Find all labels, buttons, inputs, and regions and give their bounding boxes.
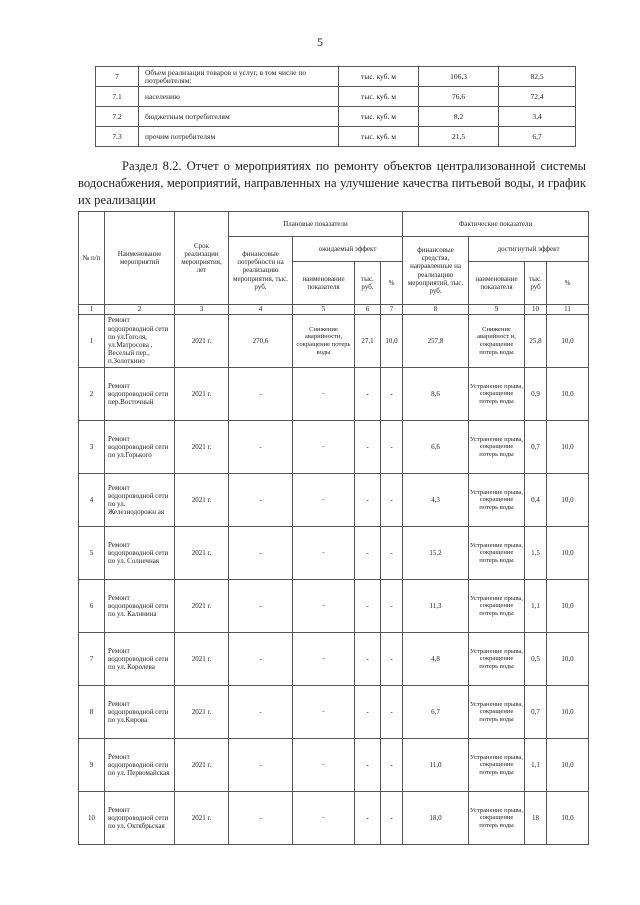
consumption-table bbox=[95, 66, 576, 147]
header-actual-rub: тыс. руб bbox=[525, 262, 547, 305]
row-term: 2021 г. bbox=[175, 686, 229, 739]
row-planned-fin: - bbox=[229, 421, 293, 474]
row-num: 4 bbox=[79, 474, 105, 527]
row-actual-fin: 11,3 bbox=[403, 580, 469, 633]
row-name: бюджетным потребителям bbox=[139, 107, 339, 127]
row-num: 8 bbox=[79, 686, 105, 739]
header-term: Срок реализации мероприятия, лет bbox=[175, 212, 229, 305]
row-actual-rub: 0,7 bbox=[525, 686, 547, 739]
row-actual-indicator: Устранение прыва, сокращение потерь воды bbox=[469, 527, 525, 580]
table-row bbox=[79, 739, 589, 792]
row-actual-indicator: Устранение прыва, сокращение потерь воды bbox=[469, 633, 525, 686]
row-name: Ремонт водопроводной сети по ул.Кирова bbox=[105, 686, 175, 739]
row-planned-percent: - bbox=[381, 474, 403, 527]
row-name: Ремонт водопроводной сети по ул. Первомайская bbox=[105, 739, 175, 792]
row-planned-rub: - bbox=[355, 686, 381, 739]
section-title: Раздел 8.2. Отчет о мероприятиях по ремонту объектов централизованной системы водоснабжения, мероприятий, направленных на улучшение качества питьевой воды, и график их реализации bbox=[78, 159, 586, 207]
table-row bbox=[96, 127, 576, 147]
row-actual-rub: 0,5 bbox=[525, 633, 547, 686]
header-num: № п/п bbox=[79, 212, 105, 305]
column-number: 1 bbox=[79, 305, 105, 315]
row-planned-indicator: - bbox=[293, 474, 355, 527]
row-num: 7 bbox=[96, 67, 139, 87]
row-num: 7.2 bbox=[96, 107, 139, 127]
row-planned-indicator: Снижение аварийности, сокращение потерь воды bbox=[293, 315, 355, 368]
header-actual-percent: % bbox=[547, 262, 589, 305]
column-number: 11 bbox=[547, 305, 589, 315]
row-planned-fin: - bbox=[229, 527, 293, 580]
row-actual-rub: 18 bbox=[525, 792, 547, 845]
column-number: 5 bbox=[293, 305, 355, 315]
row-planned-indicator: - bbox=[293, 527, 355, 580]
row-actual-rub: 0,9 bbox=[525, 368, 547, 421]
table-row bbox=[96, 67, 576, 87]
table-row bbox=[96, 107, 576, 127]
row-actual-fin: 6,7 bbox=[403, 686, 469, 739]
row-actual-rub: 25,8 bbox=[525, 315, 547, 368]
row-planned-rub: - bbox=[355, 633, 381, 686]
row-name: Ремонт водопроводной сети по ул.Горького bbox=[105, 421, 175, 474]
row-planned-fin: - bbox=[229, 368, 293, 421]
row-num: 7.3 bbox=[96, 127, 139, 147]
row-actual-percent: 10,0 bbox=[547, 792, 589, 845]
row-planned-rub: - bbox=[355, 527, 381, 580]
row-num: 7 bbox=[79, 633, 105, 686]
row-term: 2021 г. bbox=[175, 474, 229, 527]
row-actual-indicator: Устранение прыва, сокращение потерь воды bbox=[469, 421, 525, 474]
row-planned-fin: - bbox=[229, 633, 293, 686]
row-planned-percent: - bbox=[381, 739, 403, 792]
repair-measures-table bbox=[78, 211, 589, 845]
table-row bbox=[79, 792, 589, 845]
row-planned-rub: - bbox=[355, 368, 381, 421]
row-planned-rub: 27,1 bbox=[355, 315, 381, 368]
row-value-2: 3,4 bbox=[499, 107, 576, 127]
row-actual-percent: 10,0 bbox=[547, 686, 589, 739]
row-actual-rub: 1,5 bbox=[525, 527, 547, 580]
row-name: Ремонт водопроводной сети по ул. Калинина bbox=[105, 580, 175, 633]
row-actual-indicator: Устранение прыва, сокращение потерь воды bbox=[469, 686, 525, 739]
row-planned-indicator: - bbox=[293, 580, 355, 633]
table-row bbox=[79, 368, 589, 421]
row-planned-indicator: - bbox=[293, 633, 355, 686]
row-value-2: 6,7 bbox=[499, 127, 576, 147]
table-row bbox=[96, 87, 576, 107]
row-actual-indicator: Устранение прыва, сокращение потерь воды bbox=[469, 474, 525, 527]
table-row bbox=[79, 474, 589, 527]
row-term: 2021 г. bbox=[175, 792, 229, 845]
row-term: 2021 г. bbox=[175, 580, 229, 633]
row-actual-fin: 8,6 bbox=[403, 368, 469, 421]
row-name: Объем реализации товаров и услуг, в том числе по потребителям: bbox=[139, 67, 339, 87]
header-planned-rub: тыс. руб. bbox=[355, 262, 381, 305]
row-value-1: 21,5 bbox=[419, 127, 499, 147]
header-actual-fin: финансовые средства, направленные на реализацию мероприятий, тыс. руб. bbox=[403, 237, 469, 305]
row-name: населению bbox=[139, 87, 339, 107]
header-actual-indicator: наименование показателя bbox=[469, 262, 525, 305]
row-planned-rub: - bbox=[355, 580, 381, 633]
row-actual-fin: 4,3 bbox=[403, 474, 469, 527]
row-planned-percent: - bbox=[381, 421, 403, 474]
table-row bbox=[79, 527, 589, 580]
row-actual-indicator: Снижение аварийност и, сокращение потерь воды bbox=[469, 315, 525, 368]
column-number: 3 bbox=[175, 305, 229, 315]
header-planned: Плановые показатели bbox=[229, 212, 403, 237]
row-actual-fin: 4,8 bbox=[403, 633, 469, 686]
page-number: 5 bbox=[317, 35, 323, 49]
row-planned-percent: - bbox=[381, 580, 403, 633]
row-planned-fin: - bbox=[229, 686, 293, 739]
row-actual-fin: 11,0 bbox=[403, 739, 469, 792]
column-number: 7 bbox=[381, 305, 403, 315]
row-planned-percent: - bbox=[381, 368, 403, 421]
row-actual-indicator: Устранение прыва, сокращение потерь воды bbox=[469, 739, 525, 792]
header-expected-effect: ожидаемый эффект bbox=[293, 237, 403, 262]
row-num: 3 bbox=[79, 421, 105, 474]
row-actual-percent: 10,0 bbox=[547, 315, 589, 368]
row-actual-rub: 0,4 bbox=[525, 474, 547, 527]
row-num: 10 bbox=[79, 792, 105, 845]
row-unit: тыс. куб. м bbox=[339, 127, 419, 147]
row-num: 7.1 bbox=[96, 87, 139, 107]
row-actual-fin: 18,0 bbox=[403, 792, 469, 845]
header-planned-percent: % bbox=[381, 262, 403, 305]
table-row bbox=[79, 686, 589, 739]
row-planned-percent: - bbox=[381, 792, 403, 845]
row-actual-rub: 0,7 bbox=[525, 421, 547, 474]
row-value-1: 76,6 bbox=[419, 87, 499, 107]
row-term: 2021 г. bbox=[175, 421, 229, 474]
row-planned-rub: - bbox=[355, 421, 381, 474]
row-planned-indicator: - bbox=[293, 686, 355, 739]
row-planned-percent: - bbox=[381, 633, 403, 686]
row-actual-percent: 10,0 bbox=[547, 474, 589, 527]
row-name: Ремонт водопроводной сети пер.Восточный bbox=[105, 368, 175, 421]
row-num: 9 bbox=[79, 739, 105, 792]
row-value-2: 72,4 bbox=[499, 87, 576, 107]
header-name: Наименование мероприятий bbox=[105, 212, 175, 305]
row-planned-percent: - bbox=[381, 686, 403, 739]
row-planned-indicator: - bbox=[293, 739, 355, 792]
row-planned-rub: - bbox=[355, 474, 381, 527]
row-planned-indicator: - bbox=[293, 792, 355, 845]
row-planned-indicator: - bbox=[293, 421, 355, 474]
row-name: Ремонт водопроводной сети по ул.Гоголя, ул.Матросова , Веселый пер., п.Золоткино bbox=[105, 315, 175, 368]
row-term: 2021 г. bbox=[175, 368, 229, 421]
row-actual-indicator: Устранение прыва, сокращение потерь воды bbox=[469, 368, 525, 421]
row-name: Ремонт водопроводной сети по ул. Октябрьская bbox=[105, 792, 175, 845]
table-row bbox=[79, 580, 589, 633]
row-name: прочим потребителям bbox=[139, 127, 339, 147]
row-term: 2021 г. bbox=[175, 633, 229, 686]
table-row bbox=[79, 633, 589, 686]
row-planned-fin: - bbox=[229, 474, 293, 527]
row-actual-fin: 15,2 bbox=[403, 527, 469, 580]
column-number: 6 bbox=[355, 305, 381, 315]
row-value-2: 82,5 bbox=[499, 67, 576, 87]
row-actual-rub: 1,1 bbox=[525, 739, 547, 792]
row-planned-percent: 10,0 bbox=[381, 315, 403, 368]
row-planned-fin: - bbox=[229, 792, 293, 845]
column-number: 4 bbox=[229, 305, 293, 315]
row-actual-percent: 10,0 bbox=[547, 633, 589, 686]
header-actual: Фактические показатели bbox=[403, 212, 589, 237]
row-planned-rub: - bbox=[355, 739, 381, 792]
column-number: 8 bbox=[403, 305, 469, 315]
row-actual-rub: 1,1 bbox=[525, 580, 547, 633]
row-num: 2 bbox=[79, 368, 105, 421]
row-actual-fin: 6,6 bbox=[403, 421, 469, 474]
header-planned-fin: финансовые потребности на реализацию мероприятия, тыс. руб. bbox=[229, 237, 293, 305]
row-planned-fin: - bbox=[229, 580, 293, 633]
row-value-1: 8,2 bbox=[419, 107, 499, 127]
column-number: 2 bbox=[105, 305, 175, 315]
table-row bbox=[79, 421, 589, 474]
row-num: 1 bbox=[79, 315, 105, 368]
row-term: 2021 г. bbox=[175, 315, 229, 368]
header-planned-indicator: наименование показателя bbox=[293, 262, 355, 305]
table-row bbox=[79, 315, 589, 368]
row-name: Ремонт водопроводной сети по ул. Железнодорожн ая bbox=[105, 474, 175, 527]
row-planned-indicator: - bbox=[293, 368, 355, 421]
row-actual-percent: 10,0 bbox=[547, 421, 589, 474]
row-name: Ремонт водопроводной сети по ул. Королева bbox=[105, 633, 175, 686]
row-planned-rub: - bbox=[355, 792, 381, 845]
row-actual-percent: 10,0 bbox=[547, 739, 589, 792]
row-actual-percent: 10,0 bbox=[547, 527, 589, 580]
row-actual-fin: 257,8 bbox=[403, 315, 469, 368]
row-num: 6 bbox=[79, 580, 105, 633]
row-unit: тыс. куб. м bbox=[339, 87, 419, 107]
row-num: 5 bbox=[79, 527, 105, 580]
row-term: 2021 г. bbox=[175, 739, 229, 792]
row-actual-percent: 10,0 bbox=[547, 580, 589, 633]
row-planned-fin: - bbox=[229, 739, 293, 792]
row-planned-fin: 270,6 bbox=[229, 315, 293, 368]
row-unit: тыс. куб. м bbox=[339, 107, 419, 127]
row-actual-percent: 10,0 bbox=[547, 368, 589, 421]
section-heading bbox=[78, 158, 586, 209]
row-actual-indicator: Устранение прыва, сокращение потерь воды bbox=[469, 580, 525, 633]
column-number: 9 bbox=[469, 305, 525, 315]
row-planned-percent: - bbox=[381, 527, 403, 580]
column-number: 10 bbox=[525, 305, 547, 315]
row-unit: тыс. куб. м bbox=[339, 67, 419, 87]
row-name: Ремонт водопроводной сети по ул. Солнечная bbox=[105, 527, 175, 580]
row-term: 2021 г. bbox=[175, 527, 229, 580]
header-achieved-effect: достигнутый эффект bbox=[469, 237, 589, 262]
row-actual-indicator: Устранение прыва, сокращение потерь воды bbox=[469, 792, 525, 845]
row-value-1: 106,3 bbox=[419, 67, 499, 87]
